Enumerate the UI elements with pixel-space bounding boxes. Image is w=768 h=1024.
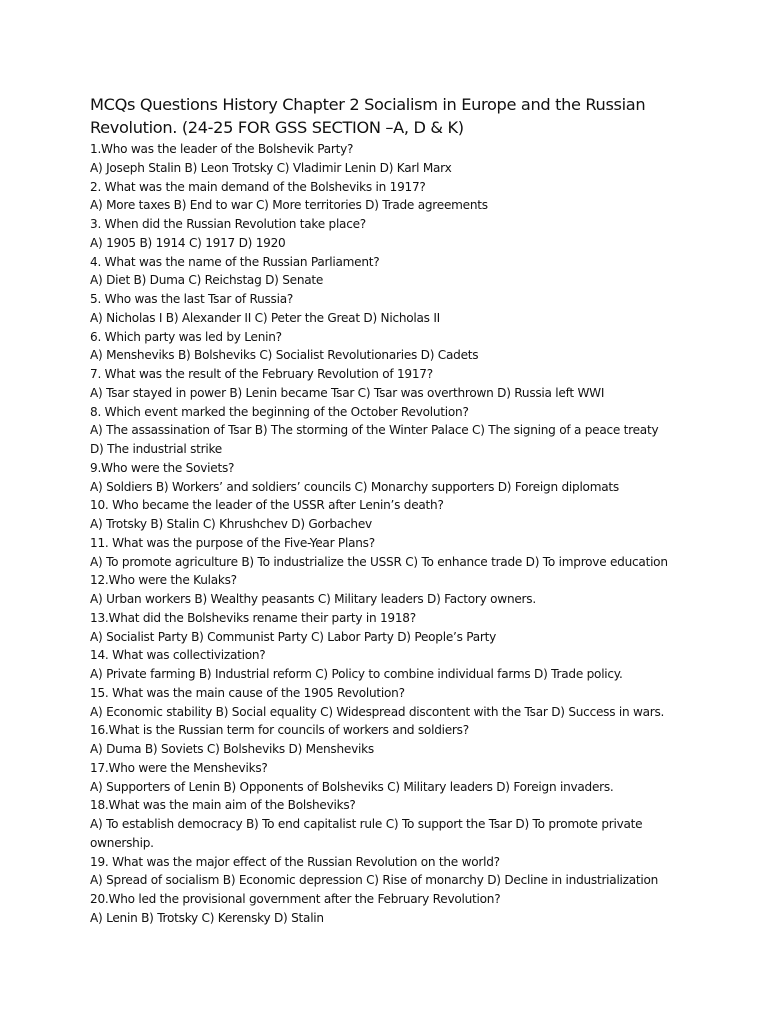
question-list: [90, 140, 730, 928]
question-line: 7. What was the result of the February Revolution of 1917?: [90, 367, 433, 381]
question-line: 19. What was the major effect of the Russian Revolution on the world?: [90, 854, 500, 869]
options-line: A) To promote agriculture B) To industrialize the USSR C) To enhance trade D) To improve education: [90, 554, 668, 569]
options-line: A) 1905 B) 1914 C) 1917 D) 1920: [90, 235, 286, 250]
document-page: [90, 93, 730, 928]
options-line: A) Tsar stayed in power B) Lenin became Tsar C) Tsar was overthrown D) Russia left WWI: [90, 385, 605, 400]
question-line: 15. What was the main cause of the 1905 Revolution?: [90, 685, 405, 700]
options-line: D) The industrial strike: [90, 442, 222, 456]
options-line: A) Trotsky B) Stalin C) Khrushchev D) Gorbachev: [90, 517, 372, 531]
options-line: A) Joseph Stalin B) Leon Trotsky C) Vladimir Lenin D) Karl Marx: [90, 160, 452, 175]
question-line: 11. What was the purpose of the Five-Year Plans?: [90, 535, 375, 550]
options-line: A) Economic stability B) Social equality C) Widespread discontent with the Tsar D) Success in wars.: [90, 704, 665, 719]
question-line: 3. When did the Russian Revolution take place?: [90, 217, 366, 231]
options-line: A) Private farming B) Industrial reform C) Policy to combine individual farms D) Trade policy.: [90, 667, 623, 681]
options-line: A) Urban workers B) Wealthy peasants C) Military leaders D) Factory owners.: [90, 592, 536, 606]
options-line: A) Socialist Party B) Communist Party C) Labor Party D) People’s Party: [90, 629, 497, 644]
question-line: 4. What was the name of the Russian Parliament?: [90, 254, 380, 269]
question-line: 18.What was the main aim of the Bolsheviks?: [90, 798, 356, 813]
question-line: 1.Who was the leader of the Bolshevik Party?: [90, 142, 354, 156]
options-line: A) Duma B) Soviets C) Bolsheviks D) Mensheviks: [90, 742, 374, 756]
options-line: A) Soldiers B) Workers’ and soldiers’ councils C) Monarchy supporters D) Foreign diplomats: [90, 479, 619, 494]
question-line: 14. What was collectivization?: [90, 648, 266, 663]
options-line: A) Spread of socialism B) Economic depression C) Rise of monarchy D) Decline in industrialization: [90, 873, 659, 888]
document-title: MCQs Questions History Chapter 2 Socialism in Europe and the Russian Revolution. (24-25 FOR GSS SECTION –A, D & K): [90, 95, 646, 137]
question-line: 13.What did the Bolsheviks rename their party in 1918?: [90, 610, 416, 625]
question-line: 12.Who were the Kulaks?: [90, 573, 237, 588]
options-line: A) Supporters of Lenin B) Opponents of Bolsheviks C) Military leaders D) Foreign invaders.: [90, 779, 614, 794]
options-line: A) Lenin B) Trotsky C) Kerensky D) Stalin: [90, 910, 324, 925]
options-line: A) The assassination of Tsar B) The storming of the Winter Palace C) The signing of a peace treaty: [90, 423, 659, 438]
question-line: 17.Who were the Mensheviks?: [90, 760, 268, 775]
question-line: 6. Which party was led by Lenin?: [90, 329, 282, 344]
options-line: A) Mensheviks B) Bolsheviks C) Socialist Revolutionaries D) Cadets: [90, 348, 479, 363]
options-line: A) Diet B) Duma C) Reichstag D) Senate: [90, 273, 324, 288]
question-line: 20.Who led the provisional government after the February Revolution?: [90, 892, 501, 906]
question-line: 10. Who became the leader of the USSR after Lenin’s death?: [90, 498, 444, 513]
question-line: 5. Who was the last Tsar of Russia?: [90, 292, 294, 306]
question-line: 2. What was the main demand of the Bolsheviks in 1917?: [90, 179, 426, 194]
options-line: ownership.: [90, 835, 154, 850]
options-line: A) To establish democracy B) To end capitalist rule C) To support the Tsar D) To promote private: [90, 817, 643, 831]
question-line: 9.Who were the Soviets?: [90, 460, 235, 475]
options-line: A) More taxes B) End to war C) More territories D) Trade agreements: [90, 198, 488, 213]
question-line: 16.What is the Russian term for councils of workers and soldiers?: [90, 723, 469, 738]
question-line: 8. Which event marked the beginning of the October Revolution?: [90, 404, 469, 419]
options-line: A) Nicholas I B) Alexander II C) Peter the Great D) Nicholas II: [90, 310, 440, 325]
